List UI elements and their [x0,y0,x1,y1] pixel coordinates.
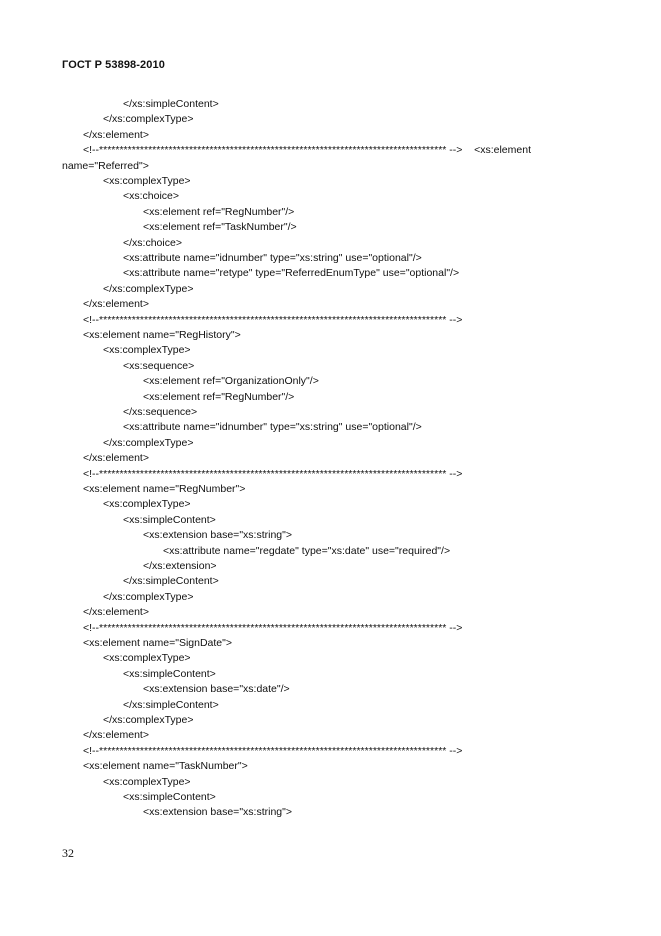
code-line: <xs:choice> [123,190,180,203]
code-line: <xs:attribute name="idnumber" type="xs:string" use="optional"/> [123,252,422,264]
code-line: <xs:simpleContent> [123,791,216,803]
code-line: <xs:element name="RegNumber"> [83,483,246,495]
code-line: <xs:element ref="RegNumber"/> [143,205,295,218]
code-line: <!--************************************************************************************* --> <xs:element [83,144,531,157]
code-line: </xs:choice> [123,236,182,249]
code-line: </xs:complexType> [103,436,194,449]
code-line: <xs:simpleContent> [123,667,216,680]
code-line: </xs:complexType> [103,282,194,295]
code-line: </xs:simpleContent> [123,575,219,588]
document-header: ГОСТ Р 53898-2010 [62,59,165,71]
page-number: 32 [62,846,74,860]
code-line: </xs:element> [83,606,149,619]
code-line: </xs:complexType> [103,714,194,726]
code-line: </xs:extension> [143,560,217,572]
code-line: <!--************************************************************************************* --> [83,621,463,634]
code-line: </xs:element> [83,729,149,742]
code-line: </xs:sequence> [123,406,198,418]
code-line: </xs:element> [83,128,149,141]
code-line: <xs:attribute name="retype" type="ReferredEnumType" use="optional"/> [123,267,460,280]
code-line: </xs:complexType> [103,590,194,603]
code-line: <!--************************************************************************************* --> [83,467,463,480]
code-line: <xs:complexType> [103,498,191,511]
code-line: <!--************************************************************************************* --> [83,313,463,326]
code-line: <xs:complexType> [103,344,191,357]
code-line: <xs:simpleContent> [123,513,216,526]
code-line: </xs:complexType> [103,113,194,126]
code-line: <xs:complexType> [103,775,191,788]
code-line: </xs:simpleContent> [123,98,219,110]
code-line: name="Referred"> [62,159,149,172]
code-line: <xs:attribute name="regdate" type="xs:date" use="required"/> [163,544,451,557]
code-line: <xs:element ref="TaskNumber"/> [143,221,297,234]
code-line: <xs:element name="RegHistory"> [83,329,241,341]
code-line: <xs:element name="TaskNumber"> [83,760,248,773]
code-line: <xs:element name="SignDate"> [83,637,232,649]
code-line: <xs:extension base="xs:string"> [143,806,292,819]
code-line: <xs:element ref="RegNumber"/> [143,390,295,403]
code-line: <xs:element ref="OrganizationOnly"/> [143,375,319,388]
code-line: <xs:complexType> [103,652,191,665]
code-line: <!--************************************************************************************* --> [83,744,463,757]
code-line: <xs:attribute name="idnumber" type="xs:string" use="optional"/> [123,421,422,434]
code-line: <xs:sequence> [123,359,195,372]
code-line: </xs:simpleContent> [123,698,219,711]
code-line: </xs:element> [83,452,149,465]
code-line: <xs:complexType> [103,175,191,187]
code-line: </xs:element> [83,298,149,311]
code-line: <xs:extension base="xs:string"> [143,529,292,542]
code-line: <xs:extension base="xs:date"/> [143,683,290,696]
